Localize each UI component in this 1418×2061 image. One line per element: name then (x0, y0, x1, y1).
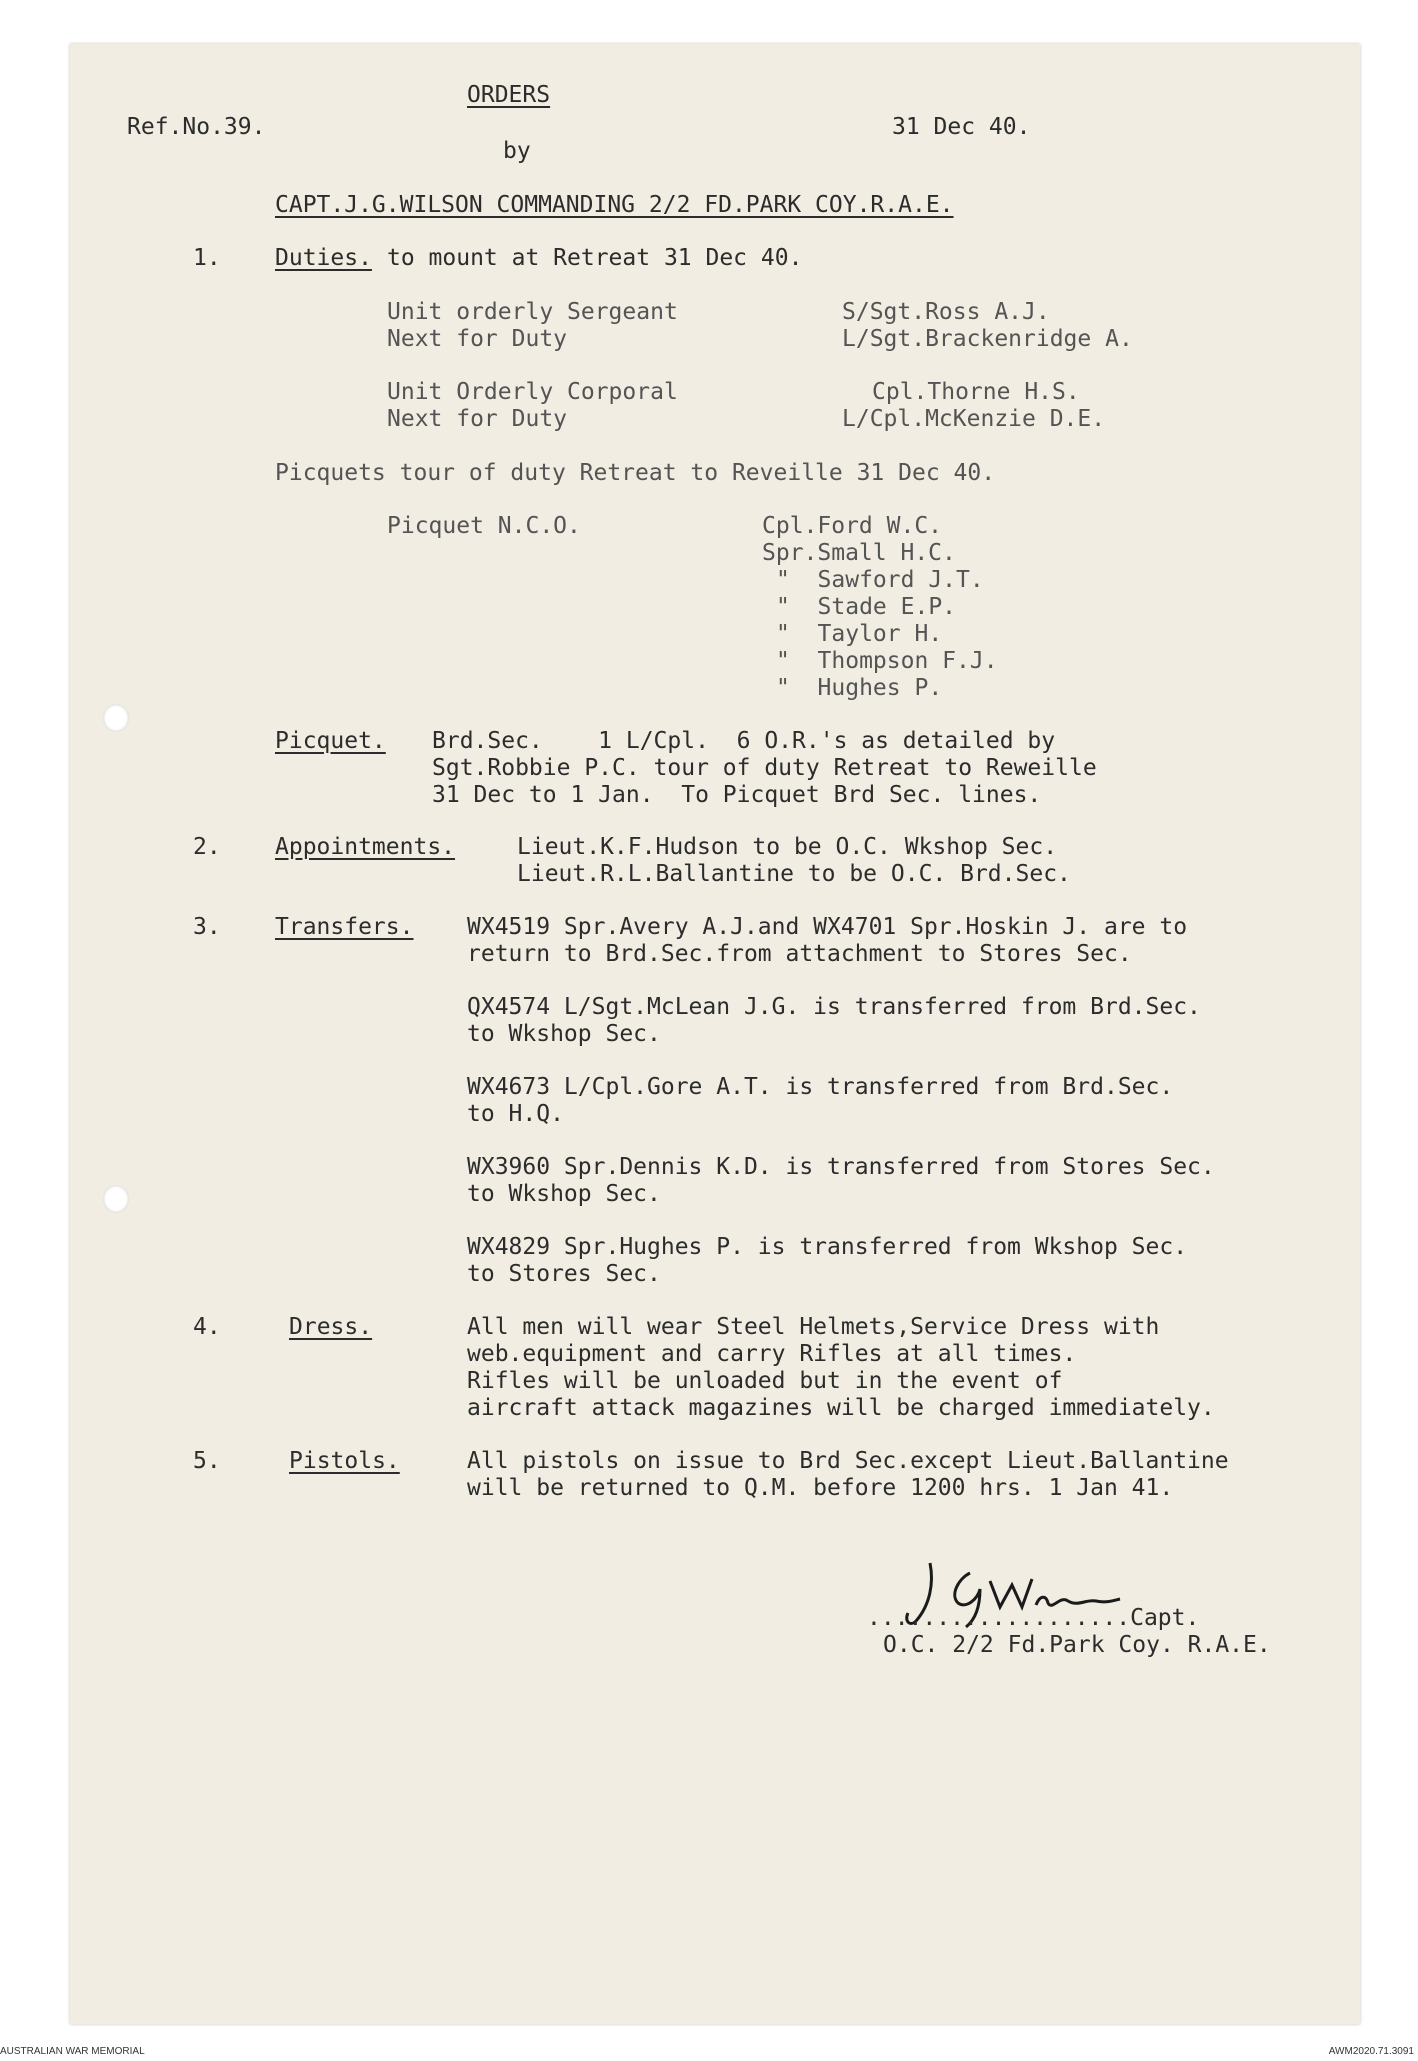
appointment-line: Lieut.K.F.Hudson to be O.C. Wkshop Sec. (517, 834, 1058, 860)
transfer-line: QX4574 L/Sgt.McLean J.G. is transferred from Brd.Sec. (467, 994, 1201, 1020)
transfer-line: to Stores Sec. (467, 1261, 661, 1287)
dress-heading: Dress. (289, 1314, 373, 1340)
order-date: 31 Dec 40. (892, 114, 1031, 140)
punch-hole-bottom (103, 1185, 129, 1213)
picquet-detail-line: 31 Dec to 1 Jan. To Picquet Brd Sec. lines. (432, 782, 1042, 808)
dress-line: Rifles will be unloaded but in the event of (467, 1368, 1063, 1394)
picquet-member: " Stade E.P. (776, 594, 957, 620)
duty-name: L/Sgt.Brackenridge A. (842, 326, 1133, 352)
transfer-line: to H.Q. (467, 1101, 564, 1127)
picquet-member: Spr.Small H.C. (762, 540, 956, 566)
pistols-number: 5. (193, 1448, 221, 1474)
transfer-line: WX4519 Spr.Avery A.J.and WX4701 Spr.Hoskin J. are to (467, 914, 1188, 940)
by-line: by (503, 138, 531, 164)
reference-number: Ref.No.39. (127, 114, 266, 140)
picquet-member: " Sawford J.T. (776, 567, 984, 593)
transfer-line: WX4829 Spr.Hughes P. is transferred from Wkshop Sec. (467, 1234, 1188, 1260)
picquet-detail-line: Brd.Sec. 1 L/Cpl. 6 O.R.'s as detailed by (432, 728, 1056, 754)
transfer-line: return to Brd.Sec.from attachment to Stores Sec. (467, 941, 1132, 967)
punch-hole-top (103, 704, 129, 732)
transfer-line: WX4673 L/Cpl.Gore A.T. is transferred from Brd.Sec. (467, 1074, 1174, 1100)
transfer-line: to Wkshop Sec. (467, 1021, 661, 1047)
picquet-heading: Picquet. (275, 728, 386, 754)
duty-role: Unit orderly Sergeant (387, 299, 678, 325)
picquet-member: Cpl.Ford W.C. (762, 513, 943, 539)
dress-line: aircraft attack magazines will be charged immediately. (467, 1395, 1215, 1421)
duties-text: to mount at Retreat 31 Dec 40. (387, 245, 803, 271)
pistols-heading: Pistols. (289, 1448, 400, 1474)
dress-number: 4. (193, 1314, 221, 1340)
commander-line: CAPT.J.G.WILSON COMMANDING 2/2 FD.PARK COY.R.A.E. (275, 192, 954, 218)
dress-line: web.equipment and carry Rifles at all times. (467, 1341, 1077, 1367)
picquet-member: " Taylor H. (776, 621, 943, 647)
document-sheet (70, 44, 1360, 2024)
duty-role: Next for Duty (387, 326, 568, 352)
pistols-line: will be returned to Q.M. before 1200 hrs. 1 Jan 41. (467, 1475, 1174, 1501)
dress-line: All men will wear Steel Helmets,Service Dress with (467, 1314, 1160, 1340)
appointments-number: 2. (193, 834, 221, 860)
transfers-heading: Transfers. (275, 914, 414, 940)
signature-dots-rank: ...................Capt. (867, 1605, 1200, 1631)
pistols-line: All pistols on issue to Brd Sec.except Lieut.Ballantine (467, 1448, 1229, 1474)
picquet-nco-label: Picquet N.C.O. (387, 513, 581, 539)
archive-reference: AWM2020.71.3091 (1328, 2046, 1414, 2057)
picquets-tour-line: Picquets tour of duty Retreat to Reveille 31 Dec 40. (275, 460, 996, 486)
duty-name: S/Sgt.Ross A.J. (842, 299, 1050, 325)
duties-number: 1. (193, 245, 221, 271)
picquet-member: " Hughes P. (776, 675, 943, 701)
duty-name: Cpl.Thorne H.S. (872, 379, 1080, 405)
transfer-line: to Wkshop Sec. (467, 1181, 661, 1207)
duty-name: L/Cpl.McKenzie D.E. (842, 406, 1106, 432)
appointments-heading: Appointments. (275, 834, 456, 860)
signature-unit: O.C. 2/2 Fd.Park Coy. R.A.E. (883, 1632, 1271, 1658)
picquet-detail-line: Sgt.Robbie P.C. tour of duty Retreat to Reweille (432, 755, 1097, 781)
duties-heading: Duties. (275, 245, 372, 271)
orders-title: ORDERS (467, 82, 551, 108)
archive-label: AUSTRALIAN WAR MEMORIAL (0, 2046, 145, 2057)
transfer-line: WX3960 Spr.Dennis K.D. is transferred from Stores Sec. (467, 1154, 1215, 1180)
picquet-member: " Thompson F.J. (776, 648, 998, 674)
appointment-line: Lieut.R.L.Ballantine to be O.C. Brd.Sec. (517, 861, 1071, 887)
duty-role: Unit Orderly Corporal (387, 379, 678, 405)
transfers-number: 3. (193, 914, 221, 940)
duty-role: Next for Duty (387, 406, 568, 432)
